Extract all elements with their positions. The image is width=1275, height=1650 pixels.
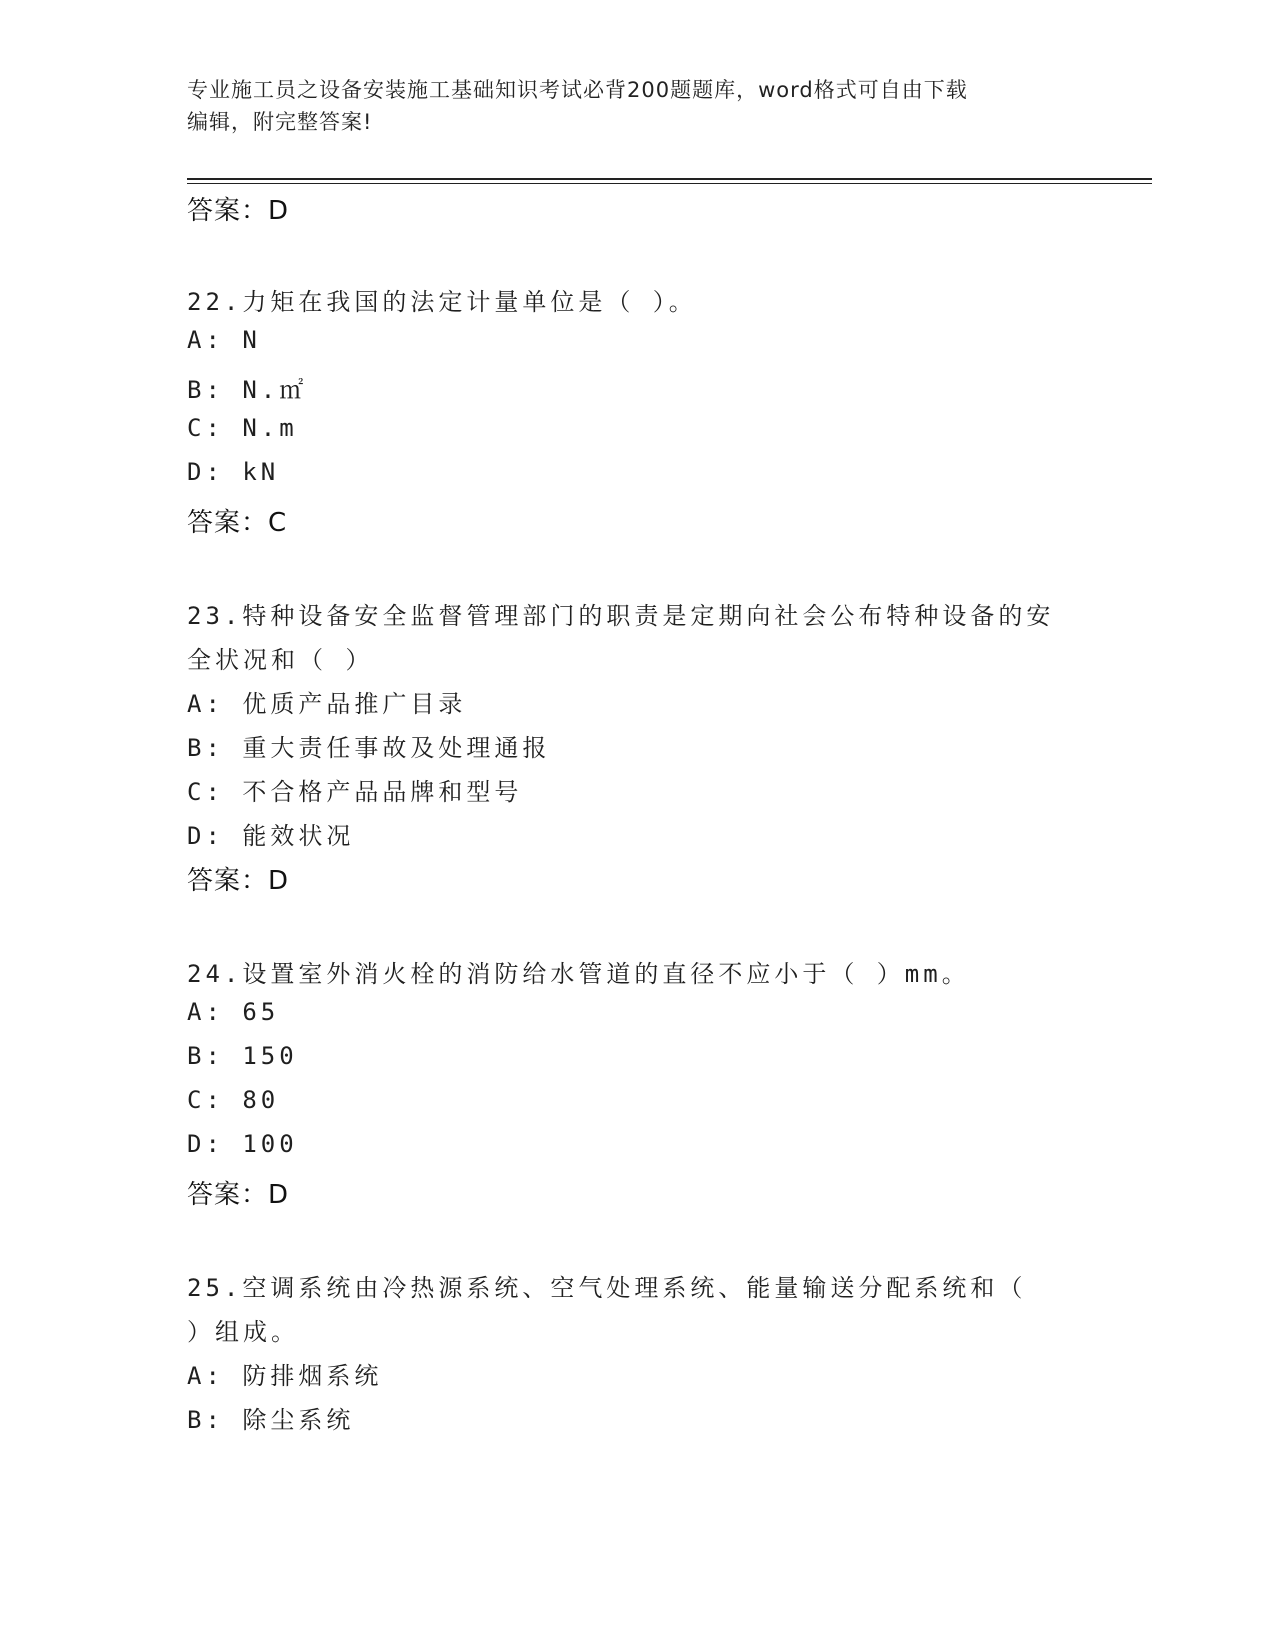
answer-line: 答案：C (187, 508, 288, 538)
question-stem-continued: 全状况和（ ） (187, 646, 374, 674)
option-a: A: N (187, 326, 261, 354)
header-line-1: 专业施工员之设备安装施工基础知识考试必背200题题库，word格式可自由下载 (187, 78, 968, 102)
option-a: A: 优质产品推广目录 (187, 690, 467, 718)
question-stem: 23.特种设备安全监督管理部门的职责是定期向社会公布特种设备的安 (187, 602, 1055, 630)
option-b: B: 除尘系统 (187, 1406, 355, 1434)
answer-line: 答案：D (187, 196, 290, 226)
question-stem: 25.空调系统由冷热源系统、空气处理系统、能量输送分配系统和（ (187, 1274, 1027, 1302)
option-c: C: 80 (187, 1086, 280, 1114)
option-d: D: kN (187, 458, 280, 486)
option-b: B: N.㎡ (187, 376, 308, 404)
answer-value: D (268, 196, 290, 226)
answer-value: D (268, 866, 290, 896)
page-header (187, 74, 1087, 138)
option-b: B: 重大责任事故及处理通报 (187, 734, 551, 762)
option-a: A: 65 (187, 998, 280, 1026)
header-rule-thin (187, 183, 1152, 184)
question-stem-continued: ）组成。 (187, 1318, 299, 1346)
answer-line: 答案：D (187, 1180, 290, 1210)
option-d: D: 100 (187, 1130, 298, 1158)
option-a: A: 防排烟系统 (187, 1362, 383, 1390)
question-stem: 24.设置室外消火栓的消防给水管道的直径不应小于（ ）mm。 (187, 960, 970, 988)
header-rule-thick (187, 178, 1152, 180)
answer-line: 答案：D (187, 866, 290, 896)
header-line-2: 编辑，附完整答案! (187, 110, 373, 134)
answer-value: D (268, 1180, 290, 1210)
answer-value: C (268, 508, 288, 538)
question-stem: 22.力矩在我国的法定计量单位是（ ）。 (187, 288, 697, 316)
option-c: C: N.m (187, 414, 298, 442)
option-c: C: 不合格产品品牌和型号 (187, 778, 523, 806)
option-d: D: 能效状况 (187, 822, 355, 850)
option-b: B: 150 (187, 1042, 298, 1070)
